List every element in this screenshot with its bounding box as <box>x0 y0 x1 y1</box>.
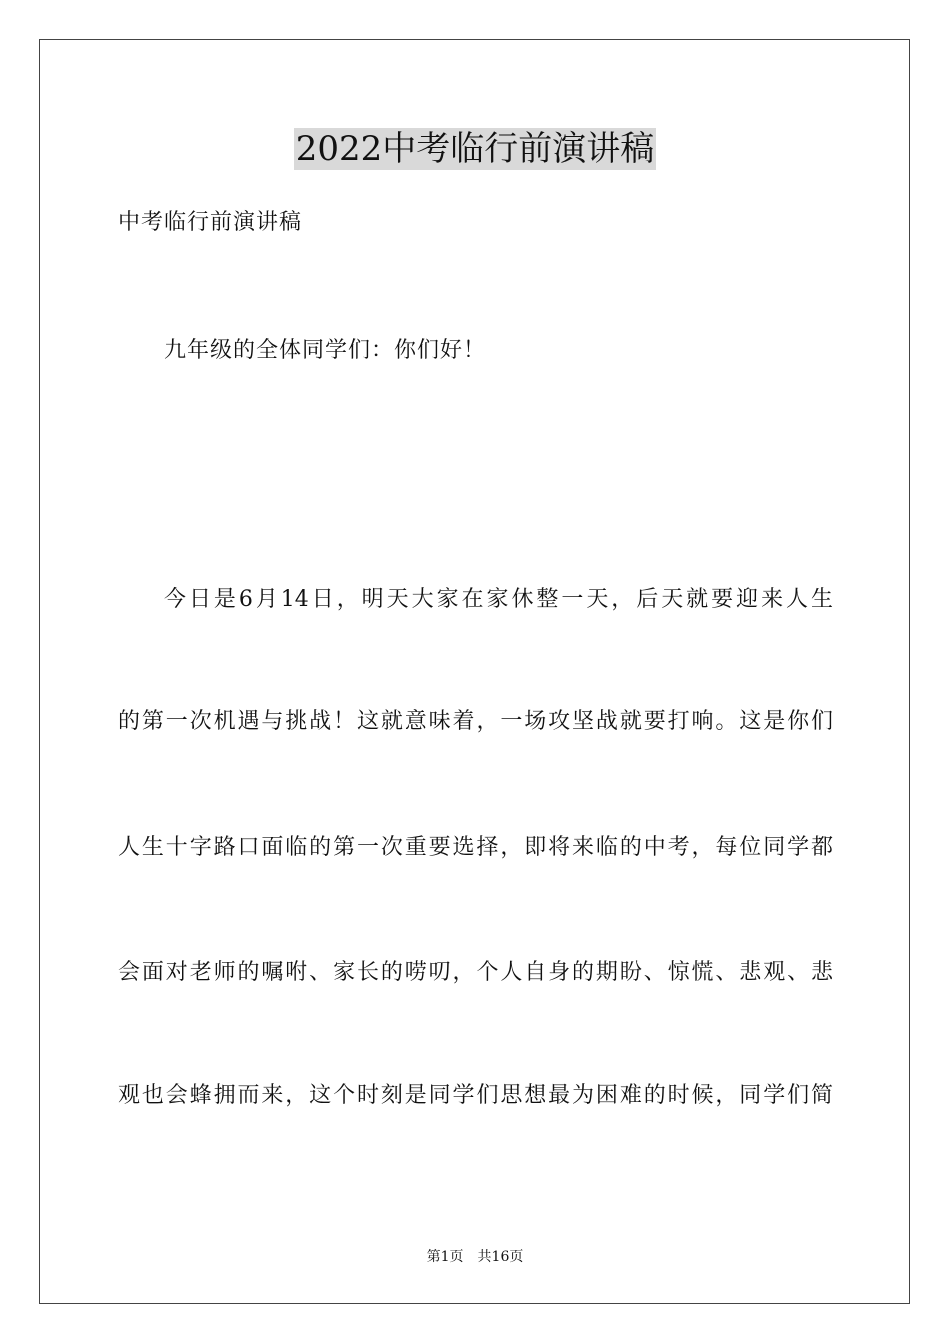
document-subtitle: 中考临行前演讲稿 <box>118 210 303 235</box>
body-line: 人生十字路口面临的第一次重要选择，即将来临的中考，每位同学都 <box>118 835 833 860</box>
greeting-line: 九年级的全体同学们：你们好！ <box>164 338 487 363</box>
body-line: 会面对老师的嘱咐、家长的唠叨，个人自身的期盼、惊慌、悲观、悲 <box>118 960 833 985</box>
body-line: 的第一次机遇与挑战！这就意味着，一场攻坚战就要打响。这是你们 <box>118 709 833 734</box>
title-container <box>0 128 950 170</box>
page-footer: 第1页 共16页 <box>426 1249 524 1265</box>
body-line: 观也会蜂拥而来，这个时刻是同学们思想最为困难的时候，同学们简 <box>118 1083 833 1108</box>
document-title: 2022中考临行前演讲稿 <box>295 129 655 169</box>
body-line: 今日是6月14日，明天大家在家休整一天，后天就要迎来人生 <box>164 587 833 612</box>
